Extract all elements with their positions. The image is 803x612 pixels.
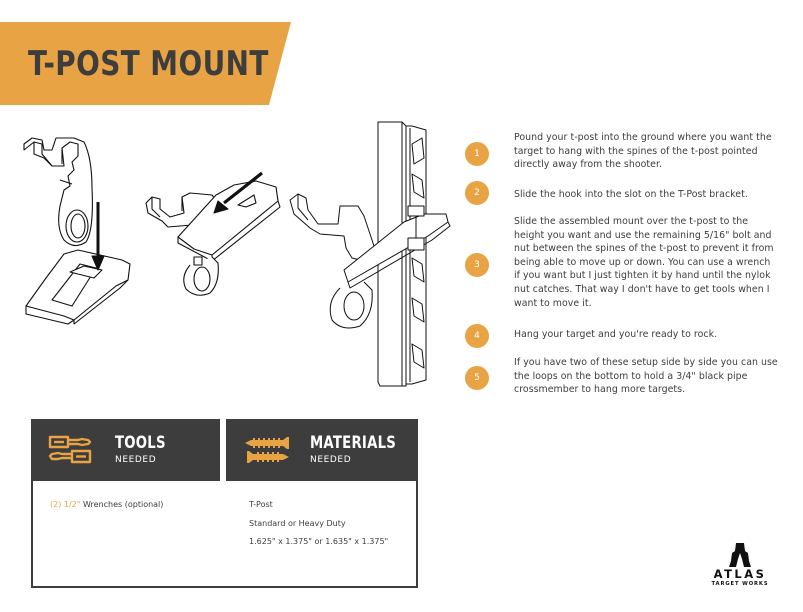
materials-list-item: Standard or Heavy Duty — [249, 519, 346, 528]
materials-title: MATERIALS — [310, 433, 397, 453]
tools-title: TOOLS — [115, 433, 166, 453]
materials-subtitle: NEEDED — [310, 455, 352, 465]
step-number-badge: 4 — [465, 324, 489, 348]
step-text: If you have two of these setup side by side you can use the loops on the bottom to hold a 3/4" black pipe crossmember to hang more targets. — [514, 357, 778, 396]
requirements-list-area — [31, 481, 418, 588]
step-number-badge: 5 — [465, 366, 489, 390]
illustration-hook-in-bracket — [138, 165, 288, 300]
step-number-badge: 3 — [465, 253, 489, 277]
tools-list-item — [50, 500, 163, 510]
materials-header — [226, 419, 418, 481]
step-number-badge: 1 — [465, 142, 489, 166]
step-text: Hang your target and you're ready to rock. — [514, 329, 718, 340]
atlas-mark-icon — [729, 543, 751, 567]
logo-tagline: TARGET WORKS — [711, 581, 769, 587]
tools-subtitle: NEEDED — [115, 455, 157, 465]
requirements-panel — [31, 419, 418, 588]
illustration-mount-on-tpost — [284, 118, 454, 394]
atlas-logo — [702, 543, 778, 593]
page-title: T-POST MOUNT — [28, 44, 269, 84]
screws-icon — [243, 435, 291, 469]
tools-item-label: Wrenches (optional) — [80, 500, 164, 509]
step-text: Pound your t-post into the ground where you want the target to hang with the spines of the t-post pointed directly away from the shooter. — [514, 132, 772, 171]
logo-name: ATLAS — [713, 567, 767, 581]
materials-list-item: 1.625" x 1.375" or 1.635" x 1.375" — [249, 537, 389, 546]
step-number-badge: 2 — [465, 181, 489, 205]
step-text: Slide the hook into the slot on the T-Post bracket. — [514, 189, 748, 200]
tools-header — [31, 419, 220, 481]
tools-item-quantity: (2) 1/2" — [50, 500, 81, 509]
materials-list-item: T-Post — [249, 500, 273, 509]
step-text: Slide the assembled mount over the t-post to the height you want and use the remaining 5/16" bolt and nut between the spines of the t-post to prevent it from being able to move up or down. You can use a wrench if you want but I just tighten it by hand until the nylok nut catches. That way I don't have to get tools when I want to move it. — [514, 216, 774, 309]
screwdrivers-icon — [48, 435, 94, 469]
